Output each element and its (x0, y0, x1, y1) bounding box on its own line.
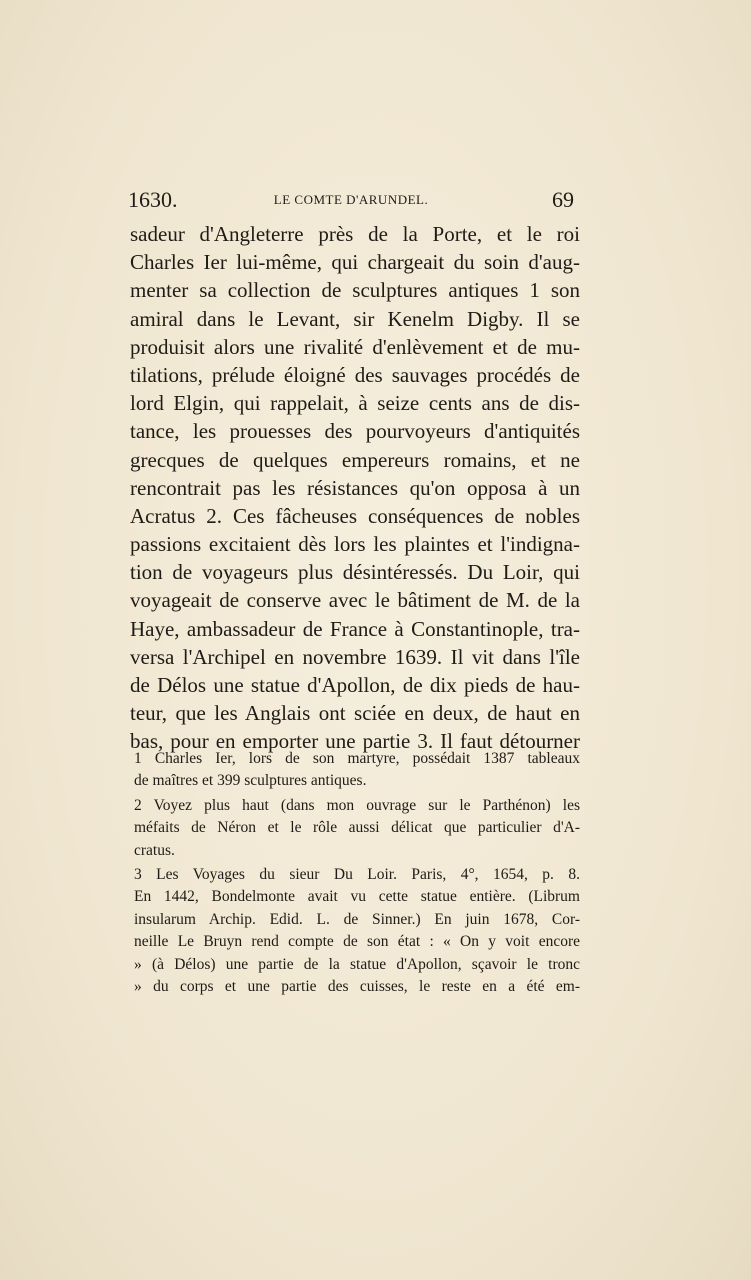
footnote-1 (134, 748, 580, 793)
footnote-line: 1 Charles Ier, lors de son martyre, possédait 1387 tableaux (134, 750, 580, 767)
footnote-line: cratus. (134, 841, 175, 859)
text-line: bas, pour en emporter une partie 3. Il faut détourner (130, 729, 580, 754)
text-line: produisit alors une rivalité d'enlèvement et de mu- (130, 334, 580, 359)
footnote-3 (134, 864, 580, 998)
footnote-line: » (à Délos) une partie de la statue d'Apollon, sçavoir le tronc (134, 955, 580, 973)
text-line: Haye, ambassadeur de France à Constantinople, tra- (130, 616, 580, 641)
text-line: tance, les prouesses des pourvoyeurs d'antiquités (130, 419, 580, 444)
footnotes (134, 748, 580, 1000)
text-line: grecques de quelques empereurs romains, et ne (130, 447, 580, 472)
footnote-line: insularum Archip. Edid. L. de Sinner.) En juin 1678, Cor- (134, 910, 580, 928)
text-line: Charles Ier lui-même, qui chargeait du soin d'aug- (130, 250, 580, 275)
text-line: passions excitaient dès lors les plaintes et l'indigna- (130, 532, 580, 557)
footnote-line: 3 Les Voyages du sieur Du Loir. Paris, 4°, 1654, p. 8. (134, 865, 580, 883)
footnote-line: 2 Voyez plus haut (dans mon ouvrage sur le Parthénon) les (134, 796, 580, 814)
text-line: versa l'Archipel en novembre 1639. Il vit dans l'île (130, 644, 580, 669)
text-line: menter sa collection de sculptures antiques 1 son (130, 278, 580, 303)
text-line: tion de voyageurs plus désintéressés. Du Loir, qui (130, 560, 580, 585)
text-line: amiral dans le Levant, sir Kenelm Digby. Il se (130, 306, 580, 331)
page-number: 69 (552, 187, 574, 212)
text-line: Acratus 2. Ces fâcheuses conséquences de nobles (130, 503, 580, 528)
running-header (128, 187, 574, 217)
footnote-line: neille Le Bruyn rend compte de son état : « On y voit encore (134, 933, 580, 951)
footnote-line: de maîtres et 399 sculptures antiques. (134, 772, 367, 790)
footnote-line: » du corps et une partie des cuisses, le reste en a été em- (134, 977, 580, 995)
footnote-line: En 1442, Bondelmonte avait vu cette statue entière. (Librum (134, 888, 580, 906)
text-line: sadeur d'Angleterre près de la Porte, et le roi (130, 222, 580, 246)
footnote-2 (134, 795, 580, 862)
text-line: de Délos une statue d'Apollon, de dix pieds de hau- (130, 673, 580, 697)
header-year: 1630. (128, 187, 178, 212)
header-title: LE COMTE D'ARUNDEL. (273, 192, 429, 207)
text-line: teur, que les Anglais ont sciée en deux, de haut en (130, 701, 580, 726)
main-text (130, 220, 580, 756)
text-line: tilations, prélude éloigné des sauvages procédés de (130, 362, 580, 387)
footnote-line: méfaits de Néron et le rôle aussi délicat que particulier d'A- (134, 819, 580, 837)
text-line: lord Elgin, qui rappelait, à seize cents ans de dis- (130, 391, 580, 416)
text-line: rencontrait pas les résistances qu'on opposa à un (130, 475, 580, 500)
text-line: voyageait de conserve avec le bâtiment de M. de la (130, 588, 580, 613)
